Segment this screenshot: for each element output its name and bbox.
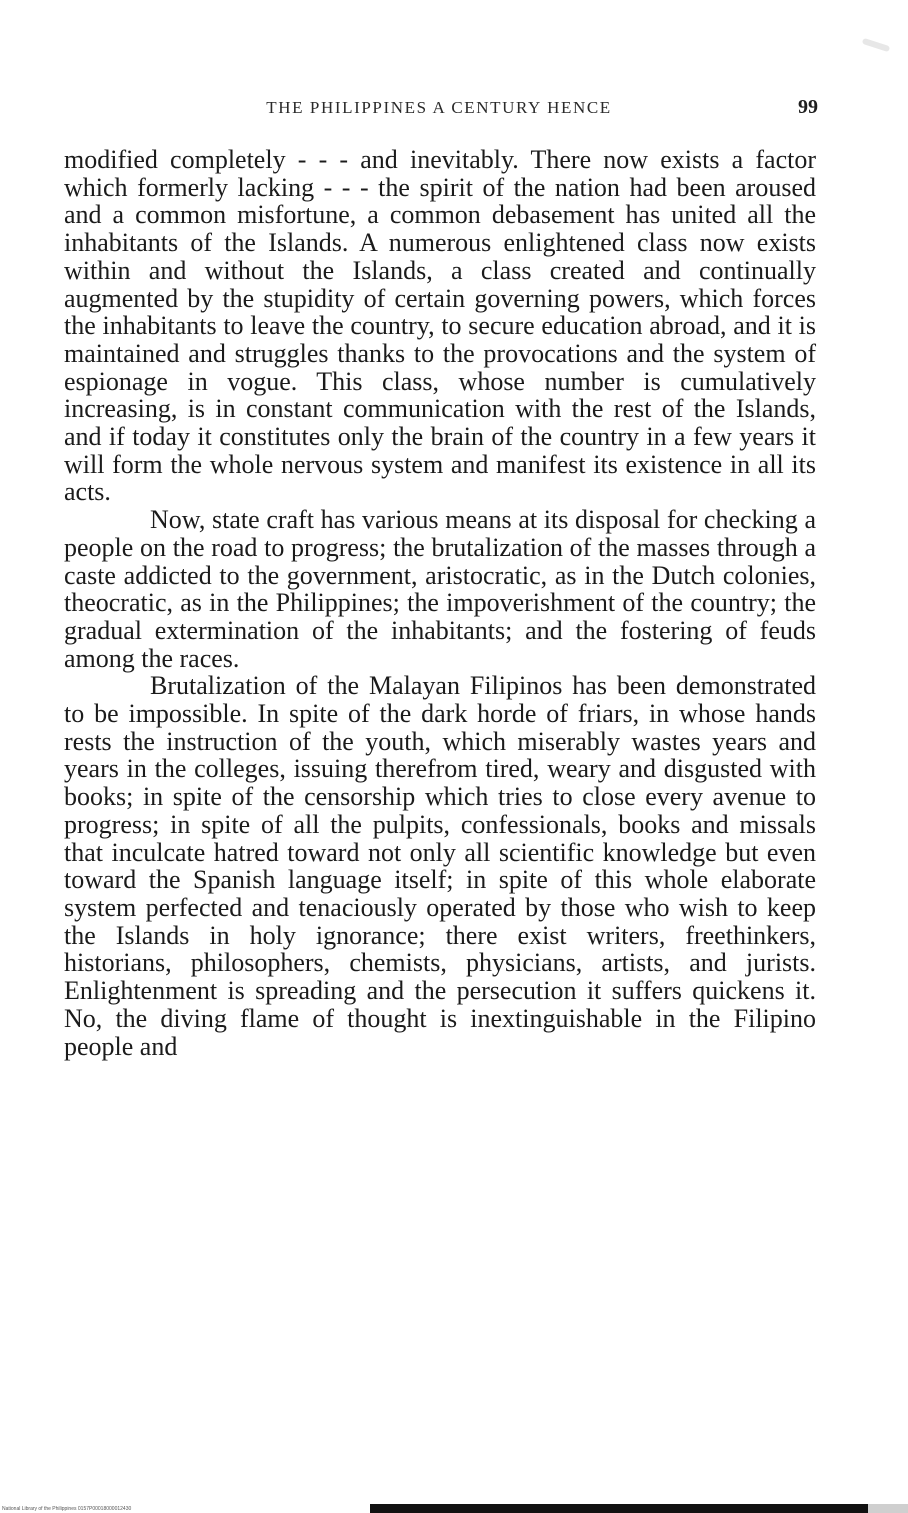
scan-smudge [862,38,890,52]
page-edge-tail [868,1504,908,1513]
page-header [60,98,818,126]
page-number: 99 [798,96,818,118]
paragraph-brutalization: Brutalization of the Malayan Filipinos has been demonstrated to be impossible. In spite of the dark horde of friars, in whose hands rests the instruction of the youth, which miserably wastes years and years in the colleges, issuing therefrom tired, weary and disgusted with books; in spite of the censorship which tries to close every avenue to progress; in spite of all the pulpits, confessionals, books and missals that inculcate hatred toward not only all scientific knowledge but even toward the Spanish language itself; in spite of this whole elaborate system perfected and tenaciously operated by those who wish to keep the Islands in holy ignorance; there exist writers, freethinkers, historians, philosophers, chemists, physicians, artists, and jurists. Enlightenment is spreading and the persecution it suffers quickens it. No, the diving flame of thought is inextinguishable in the Filipino people and [64,671,816,1061]
paragraph-continuation: modified completely - - - and inevitably. There now exists a factor which formerly lacking - - - the spirit of the nation had been aroused and a common misfortune, a common debasement has united all the inhabitants of the Islands. A numerous enlightened class now exists within and without the Islands, a class created and continually augmented by the stupidity of certain governing powers, which forces the inhabitants to leave the country, to secure education abroad, and it is maintained and struggles thanks to the provocations and the system of espionage in vogue. This class, whose number is cumulatively increasing, is in constant communication with the rest of the Islands, and if today it constitutes only the brain of the country in a few years it will form the whole nervous system and manifest its existence in all its acts. [64,145,816,507]
page-edge-shadow [370,1504,868,1513]
paragraph-state-craft: Now, state craft has various means at its disposal for checking a people on the road to progress; the brutalization of the masses through a caste addicted to the government, aristocratic, as in the Dutch colonies, theocratic, as in the Philippines; the impoverishment of the country; the gradual extermination of the inhabitants; and the fostering of feuds among the races. [64,505,816,673]
scan-credit: National Library of the Philippines 0157P00018000012430 [2,1506,132,1512]
running-head: THE PHILIPPINES A CENTURY HENCE [266,98,612,117]
body-text [64,146,816,1060]
